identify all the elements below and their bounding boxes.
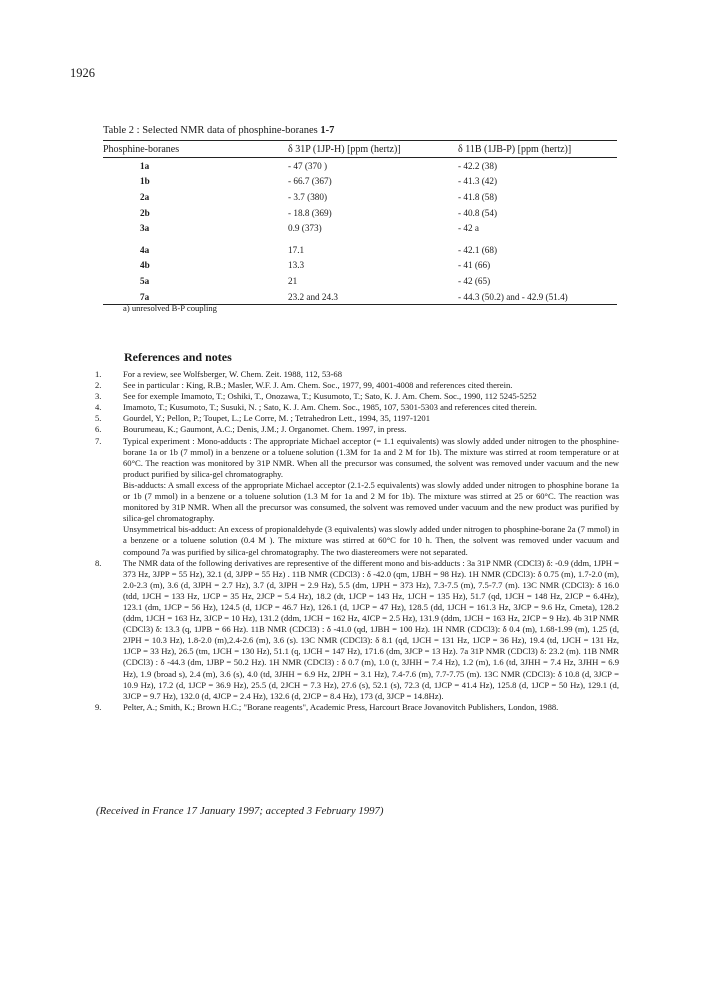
reference-number: 6. bbox=[95, 424, 102, 435]
page-number: 1926 bbox=[70, 66, 95, 80]
reference-item bbox=[95, 391, 619, 402]
cell-b11: - 40.8 (54) bbox=[458, 207, 498, 218]
cell-b11: - 44.3 (50.2) and - 42.9 (51.4) bbox=[458, 289, 617, 305]
references-list bbox=[95, 369, 619, 713]
cell-p31: 13.3 bbox=[288, 260, 305, 271]
cell-p31: - 3.7 (380) bbox=[288, 191, 328, 202]
cell-p31: - 66.7 (367) bbox=[288, 176, 332, 187]
reference-item bbox=[95, 702, 619, 713]
reference-item bbox=[95, 558, 619, 702]
reference-item bbox=[95, 402, 619, 413]
cell-compound: 4b bbox=[140, 260, 150, 271]
cell-compound: 2a bbox=[140, 191, 150, 202]
cell-compound: 2b bbox=[140, 207, 150, 218]
cell-compound: 1a bbox=[140, 160, 150, 171]
col-header-p31: δ 31P (1JP-H) [ppm (hertz)] bbox=[288, 141, 458, 158]
cell-p31: - 18.8 (369) bbox=[288, 207, 332, 218]
cell-b11: - 41.8 (58) bbox=[458, 191, 498, 202]
reference-text: Bourumeau, K.; Gaumont, A.C.; Denis, J.M.; J. Organomet. Chem. 1997, in press. bbox=[123, 424, 407, 435]
reference-number: 9. bbox=[95, 701, 102, 712]
table-caption-compounds: 1-7 bbox=[320, 125, 335, 136]
cell-p31: 23.2 and 24.3 bbox=[288, 289, 458, 305]
cell-b11: - 42.1 (68) bbox=[458, 244, 498, 255]
cell-b11: - 42 a bbox=[458, 223, 479, 234]
table-row bbox=[103, 189, 617, 205]
reference-number: 1. bbox=[95, 369, 102, 379]
reference-number: 3. bbox=[95, 391, 102, 402]
col-header-b11: δ 11B (1JB-P) [ppm (hertz)] bbox=[458, 141, 617, 158]
reference-item bbox=[95, 436, 619, 558]
reference-text: Typical experiment : Mono-adducts : The appropriate Michael acceptor (= 1.1 equivalents) was slowly added under nitrogen to the phosphine-borane 1a or 1b (7 mmol) in a benzene or a toluene solution (1.3M for 1a and 2 M for 1b). The mixture was stirred at room temperature or at 60°C. The reaction was monitored by 31P NMR. When all the precursor was consumed, the solvent was removed under vacuum and the new product purified by silica-gel chromatography. bbox=[123, 435, 619, 479]
reference-text: See in particular : King, R.B.; Masler, W.F. J. Am. Chem. Soc., 1977, 99, 4001-4008 and references cited therein. bbox=[123, 380, 513, 391]
reference-number: 2. bbox=[95, 380, 102, 391]
reference-subparagraph-unsymmetrical: Unsymmetrical bis-adduct: An excess of propionaldehyde (3 equivalents) was slowly added under nitrogen to phosphine-borane 2a (7 mmol) in a benzene or a toluene solution (0.4 M ). The mixture was stirred at 60°C for 10 h. Then, the solvent was removed under vacuum and compound 7a was purified by silica-gel chromatography. The two diastereomers were not separated. bbox=[123, 524, 619, 557]
table-row bbox=[103, 158, 617, 174]
reference-text: Gourdel, Y.; Pellon, P.; Toupet, L.; Le Corre, M. ; Tetrahedron Lett., 1994, 35, 1197-1201 bbox=[123, 413, 431, 424]
table-header-row bbox=[103, 141, 617, 158]
col-header-compound: Phosphine-boranes bbox=[103, 141, 288, 158]
cell-b11: - 41.3 (42) bbox=[458, 176, 498, 187]
cell-b11: - 42.2 (38) bbox=[458, 160, 498, 171]
cell-compound: 7a bbox=[103, 289, 288, 305]
reference-number: 4. bbox=[95, 402, 102, 413]
reference-text: See for exemple Imamoto, T.; Oshiki, T., Onozawa, T.; Kusumoto, T.; Sato, K. J. Am. Chem. Soc., 1990, 112 5245-5252 bbox=[123, 391, 537, 402]
reference-number: 5. bbox=[95, 413, 102, 424]
reference-item bbox=[95, 369, 619, 380]
reference-number: 8. bbox=[95, 557, 102, 568]
table-row bbox=[103, 205, 617, 221]
table-row bbox=[103, 220, 617, 236]
nmr-data-table bbox=[103, 140, 617, 305]
reference-text: For a review, see Wolfsberger, W. Chem. Zeit. 1988, 112, 53-68 bbox=[123, 369, 343, 379]
table-caption-text: Table 2 : Selected NMR data of phosphine-boranes bbox=[103, 125, 321, 136]
reference-item bbox=[95, 413, 619, 424]
reference-number: 7. bbox=[95, 435, 102, 446]
table-row bbox=[103, 273, 617, 289]
received-date-line: (Received in France 17 January 1997; accepted 3 February 1997) bbox=[96, 805, 384, 817]
reference-item bbox=[95, 424, 619, 435]
cell-compound: 4a bbox=[140, 244, 150, 255]
cell-p31: - 47 (370 ) bbox=[288, 160, 328, 171]
table-row bbox=[103, 174, 617, 190]
cell-p31: 17.1 bbox=[288, 244, 305, 255]
reference-text: The NMR data of the following derivatives are representive of the different mono and bis-adducts : 3a 31P NMR (CDCl3) δ: -0.9 (ddm, 1JPH = 373 Hz, 3JPP = 55 Hz), 32.1 (d, 3JPP = 55 Hz) . 11B NMR (CDCl3) : δ -42.0 (qm, 1JBH = 98 Hz). 1H NMR (CDCl3): δ 0.75 (m), 1.7-2.0 (m), 2.0-2.3 (m), 3.6 (d, 3JPH = 2.7 Hz), 3.7 (d, 3JPH = 2.9 Hz), 5.5 (dm, 1JPH = 373 Hz), 7.3-7.5 (m), 7.5-7.7 (m). 13C NMR (CDCl3): δ 16.0 (tdd, 1JCH = 133 Hz, 1JCP = 35 Hz, 2JCP = 5.4 Hz), 18.2 (dt, 1JCP = 143 Hz, 1JCH = 135 Hz), 51.7 (qd, 1JCH = 148 Hz, 2JCP = 6.4Hz), 123.1 (dm, 1JCP = 56 Hz), 124.5 (d, 1JCP = 46.7 Hz), 126.1 (d, 1JCP = 47 Hz), 128.5 (dd, 1JCH = 161.3 Hz, 3JCP = 9.6 Hz, Cmeta), 128.2 (ddm, 1JCH = 163 Hz, 3JCP = 10 Hz), 131.2 (ddm, 1JCH = 162 Hz, 4JCP = 2.5 Hz), 131.9 (ddm, 1JCH = 163 Hz, 2JCP = 9 Hz). 4b 31P NMR (CDCl3) δ: 13.3 (q, 1JPB = 66 Hz). 11B NMR (CDCl3) : δ -41.0 (qd, 1JBH = 100 Hz). 1H NMR (CDCl3): δ 0.4 (m), 1.68-1.99 (m), 1.25 (d, 2JPH = 10.3 Hz), 1.8-2.0 (m),2.4-2.6 (m), 3.6 (s). 13C NMR (CDCl3): δ 8.1 (qd, 1JCH = 131 Hz, 1JCP = 36 Hz), 19.4 (td, 1JCH = 131 Hz, 1JCP = 33 Hz), 26.5 (tm, 1JCH = 130 Hz), 51.1 (q, 1JCH = 147 Hz), 171.6 (dm, 3JCP = 13 Hz). 7a 31P NMR (CDCl3) δ: 23.2 (m). 11B NMR (CDCl3) : δ -44.3 (dm, 1JBP = 50.2 Hz). 1H NMR (CDCl3) : δ 0.7 (m), 1.0 (t, 3JHH = 7.4 Hz), 1.2 (m), 1.6 (td, 3JHH = 7.4 Hz, 3JHH = 6.9 Hz), 1.9 (broad s), 2.4 (m), 3.6 (s), 4.0 (td, 3JHH = 6.9 Hz, 2JPH = 3.1 Hz), 7.4-7.6 (m), 7.7-7.75 (m). 13C NMR (CDCl3): δ 10.8 (d, 3JCP = 10.9 Hz), 17.2 (d, 1JCP = 36.9 Hz), 25.5 (d, 2JCH = 7.3 Hz), 27.6 (s), 52.1 (s), 72.3 (d, 1JCP = 41.4 Hz), 125.8 (d, 1JCP = 50 Hz), 129.1 (d, 3JCP = 9.7 Hz), 132.0 (d, 4JCP = 2.4 Hz), 132.6 (d, 2JCP = 8.4 Hz), 173 (d, 3JCP = 14.8Hz). bbox=[123, 557, 619, 701]
table-footnote: a) unresolved B-P coupling bbox=[123, 303, 217, 313]
table-caption bbox=[103, 125, 334, 136]
reference-text: Pelter, A.; Smith, K.; Brown H.C.; "Borane reagents", Academic Press, Harcourt Brace Jovanovitch Publishers, London, 1988. bbox=[123, 701, 559, 712]
cell-p31: 21 bbox=[288, 275, 298, 286]
references-heading: References and notes bbox=[124, 350, 232, 364]
reference-item bbox=[95, 380, 619, 391]
table-row bbox=[103, 242, 617, 258]
reference-text: Imamoto, T.; Kusumoto, T.; Susuki, N. ; Sato, K. J. Am. Chem. Soc., 1985, 107, 5301-5303 and references cited therein. bbox=[123, 402, 537, 413]
cell-p31: 0.9 (373) bbox=[288, 223, 322, 234]
table-row bbox=[103, 258, 617, 274]
cell-compound: 3a bbox=[140, 223, 150, 234]
cell-b11: - 41 (66) bbox=[458, 260, 491, 271]
reference-subparagraph-bis-adducts: Bis-adducts: A small excess of the appropriate Michael acceptor (2.1-2.5 equivalents) was slowly added under nitrogen to phosphine borane 1a or 1b (7 mmol) in a benzene or a toluene solution (1.3 M for 1a and 2 M for 1b). The mixture was stirred at 25 or 60°C. The reaction was monitored by 31P NMR. When all the precursor was consumed, the solvent was removed under vacuum and the new product was purified by silica-gel chromatography. bbox=[123, 479, 619, 524]
cell-b11: - 42 (65) bbox=[458, 275, 491, 286]
cell-compound: 1b bbox=[140, 176, 150, 187]
cell-compound: 5a bbox=[140, 275, 150, 286]
